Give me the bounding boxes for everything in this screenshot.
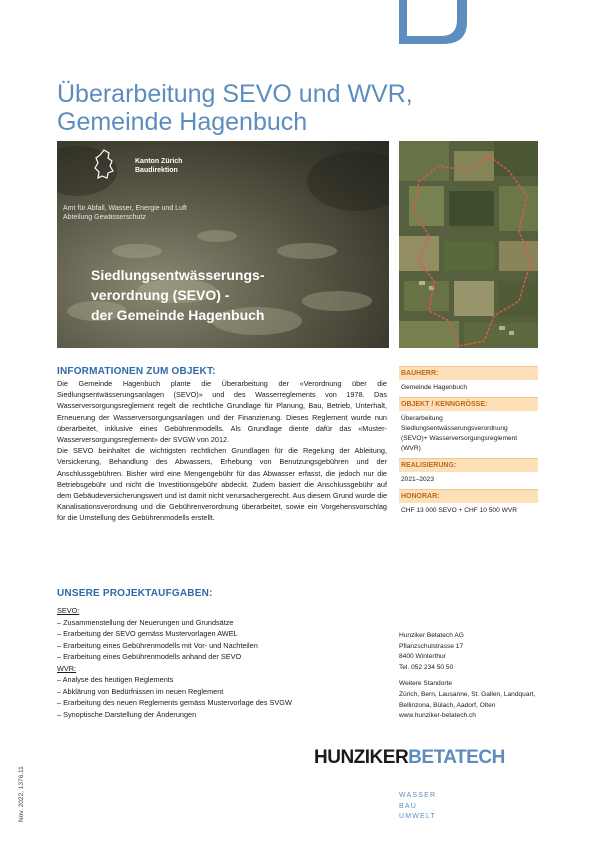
sevo-label: SEVO: xyxy=(57,606,80,615)
info-body xyxy=(57,378,387,524)
tasks-heading: UNSERE PROJEKTAUFGABEN: xyxy=(57,588,213,599)
company-name: Hunziker Betatech AG xyxy=(399,632,464,639)
realization-label: REALISIERUNG: xyxy=(399,458,538,472)
cover-doc-title: Siedlungsentwässerungs- verordnung (SEVO) - der Gemeinde Hagenbuch xyxy=(91,267,265,323)
locations-line-2: Bellinzona, Bülach, Aadorf, Olten xyxy=(399,701,496,709)
tasks-list xyxy=(57,605,377,720)
cover-photo xyxy=(57,141,389,348)
list-item: – Zusammenstellung der Neuerungen und Grundsätze xyxy=(57,617,234,627)
website-link[interactable]: www.hunziker-betatech.ch xyxy=(399,712,476,720)
list-item: – Analyse des heutigen Reglements xyxy=(57,675,174,684)
logo-part-1: HUNZIKER xyxy=(314,747,409,768)
street: Pflanzschulstrasse 17 xyxy=(399,642,464,650)
fee-label: HONORAR: xyxy=(399,489,538,503)
title-line-1: Überarbeitung SEVO und WVR, xyxy=(57,80,413,108)
fee-value: CHF 13 000 SEVO + CHF 10 500 WVR xyxy=(401,507,517,514)
lion-crest-icon xyxy=(93,149,115,179)
info-heading: INFORMATIONEN ZUM OBJEKT: xyxy=(57,366,216,377)
contact-block xyxy=(399,631,535,722)
document-date-code: Nov. 2022, 1376.11 xyxy=(18,766,25,822)
list-item: – Erarbeitung der SEVO gemäss Mustervorlagen AWEL xyxy=(57,629,238,638)
other-locations-heading: Weitere Standorte xyxy=(399,680,453,688)
title-line-2: Gemeinde Hagenbuch xyxy=(57,108,308,136)
list-item: – Erarbeitung des neuen Reglements gemäss Mustervorlage des SVGW xyxy=(57,698,292,707)
object-value: Überarbeitung Siedlungsentwässerungsverordnung (SEVO)+ Wasserversorgungsreglement (WVR) xyxy=(401,415,518,452)
aerial-map-image xyxy=(399,141,538,348)
info-paragraph-2: Die SEVO beinhaltet die wichtigsten rechtlichen Grundlagen für die Regelung der Ableitung, Versickerung, Behandlung des Abwassers, Erhebung von Benutzungsgebühren und der Anschlussgebühren. Bisher wird eine Mengengebühr für das Abwasser erfasst, die jedoch nur die Betriebsgebühr und nicht die Investitionsgebühr abdeckt. Zudem basiert die Anschlussgebühr auf dem Gebäudeversicherungswert und ist damit nicht verursachergerecht. Aus diesem Grund wurde die Kanalisationsverordnung und die Gebührenverordnung überarbeitet, sowie ein Vorgehensvorschlag für die Umstellung des Gebührenmodells erstellt. xyxy=(57,446,387,523)
tagline: WASSER BAU UMWELT xyxy=(399,792,437,820)
city: 8400 Winterthur xyxy=(399,653,446,661)
list-item: – Abklärung von Bedürfnissen im neuen Reglement xyxy=(57,686,224,696)
list-item: – Erarbeitung eines Gebührenmodells anhand der SEVO xyxy=(57,652,242,661)
object-label: OBJEKT / KENNGRÖSSE: xyxy=(399,397,538,411)
list-item: – Synoptische Darstellung der Änderungen xyxy=(57,709,197,719)
info-paragraph-1: Die Gemeinde Hagenbuch plante die Überarbeitung der «Verordnung über die Siedlungsentwässerungsanlagen (SEVO)» und des Wasserreglements von 1978. Das Wasserversorgungsreglement regelt die rechtliche Grundlage für Planung, Bau, Betrieb, Unterhalt, Erneuerung der Wasserversorgungsanlagen und der Finanzierung. Dieses Reglement wurde nun überarbeitet, inklusive eines Gebührenmodells. Als Grundlage diente dafür das «Muster-Wasserversorgungsreglement» der SVGW von 2012. xyxy=(57,379,387,445)
company-logo xyxy=(314,747,505,769)
realization-value: 2021–2023 xyxy=(401,476,435,483)
logo-part-2: BETATECH xyxy=(408,747,505,768)
department-label: Amt für Abfall, Wasser, Energie und Luft Abteilung Gewässerschutz xyxy=(63,205,187,221)
client-value: Gemeinde Hagenbuch xyxy=(401,384,467,391)
list-item: – Erarbeitung eines Gebührenmodells mit Vor- und Nachteilen xyxy=(57,640,258,650)
aerial-map xyxy=(399,141,538,348)
locations-line-1: Zürich, Bern, Lausanne, St. Gallen, Landquart, xyxy=(399,690,536,698)
canton-label: Kanton Zürich Baudirektion xyxy=(135,158,183,174)
page-title xyxy=(57,80,477,136)
project-facts-table xyxy=(399,366,538,520)
brand-mark-icon xyxy=(399,0,467,44)
client-label: BAUHERR: xyxy=(399,366,538,380)
wvr-label: WVR: xyxy=(57,663,77,673)
phone: Tel. 052 234 50 50 xyxy=(399,663,454,671)
